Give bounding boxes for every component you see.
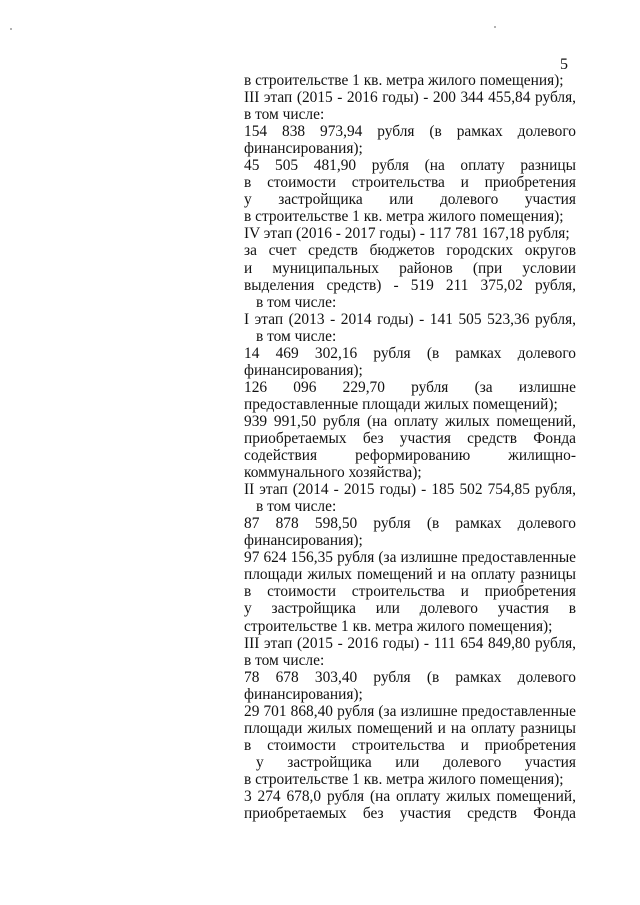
text-line: 78 678 303,40 рубля (в рамках долевого — [244, 668, 576, 686]
text-line: в том числе: — [256, 293, 337, 311]
text-line: финансирования); — [244, 685, 363, 703]
text-line: финансирования); — [244, 532, 363, 550]
text-line: 29 701 868,40 рубля (за излишне предоставленные — [244, 702, 576, 720]
text-line: за счет средств бюджетов городских округов — [244, 242, 576, 260]
text-line: выделения средств) - 519 211 375,02 рубля, — [244, 276, 576, 294]
text-line: 154 838 973,94 рубля (в рамках долевого — [244, 123, 576, 141]
text-line: III этап (2015 - 2016 годы) - 200 344 455,84 рубля, — [244, 89, 576, 107]
text-line: у застройщика или долевого участия — [244, 191, 576, 209]
text-line: площади жилых помещений и на оплату разницы — [244, 566, 576, 584]
text-line: финансирования); — [244, 140, 363, 158]
text-line: у застройщика или долевого участия — [256, 753, 576, 771]
text-line: 87 878 598,50 рубля (в рамках долевого — [244, 515, 576, 533]
text-line: предоставленные площади жилых помещений); — [244, 395, 558, 413]
text-line: 126 096 229,70 рубля (за излишне — [244, 378, 576, 396]
text-line: 14 469 302,16 рубля (в рамках долевого — [244, 344, 576, 362]
text-line: в том числе: — [244, 106, 325, 124]
text-line: коммунального хозяйства); — [244, 464, 422, 482]
text-line: в строительстве 1 кв. метра жилого помещения); — [244, 208, 564, 226]
text-line: содействия реформированию жилищно- — [244, 447, 576, 465]
text-line: в стоимости строительства и приобретения — [244, 583, 576, 601]
text-line: приобретаемых без участия средств Фонда — [244, 429, 576, 447]
text-line: приобретаемых без участия средств Фонда — [244, 805, 576, 823]
text-line: IV этап (2016 - 2017 годы) - 117 781 167,18 рубля; — [244, 225, 570, 243]
text-line: в том числе: — [244, 651, 325, 669]
text-line: II этап (2014 - 2015 годы) - 185 502 754,85 рубля, — [244, 481, 576, 499]
text-line: в строительстве 1 кв. метра жилого помещения); — [244, 72, 564, 89]
text-line: площади жилых помещений и на оплату разницы — [244, 719, 576, 737]
text-line: в том числе: — [256, 498, 337, 516]
text-line: 3 274 678,0 рубля (на оплату жилых помещений, — [244, 787, 576, 805]
scan-speck — [494, 26, 496, 28]
text-line: строительстве 1 кв. метра жилого помещения); — [244, 617, 553, 635]
text-line: 97 624 156,35 рубля (за излишне предоставленные — [244, 549, 576, 567]
text-line: финансирования); — [244, 361, 363, 379]
text-line: в том числе: — [256, 327, 337, 345]
text-line: в строительстве 1 кв. метра жилого помещения); — [244, 770, 564, 788]
text-line: у застройщика или долевого участия в — [244, 600, 576, 618]
text-line: в стоимости строительства и приобретения — [244, 736, 576, 754]
text-line: 939 991,50 рубля (на оплату жилых помещений, — [244, 412, 576, 430]
text-line: и муниципальных районов (при условии — [244, 259, 576, 277]
text-line: в стоимости строительства и приобретения — [244, 174, 576, 192]
text-line: I этап (2013 - 2014 годы) - 141 505 523,36 рубля, — [244, 310, 576, 328]
text-line: 45 505 481,90 рубля (на оплату разницы — [244, 157, 576, 175]
text-line: III этап (2015 - 2016 годы) - 111 654 849,80 рубля, — [244, 634, 576, 652]
document-body — [244, 72, 576, 822]
page-number: 5 — [560, 56, 568, 73]
scan-speck — [10, 28, 12, 30]
